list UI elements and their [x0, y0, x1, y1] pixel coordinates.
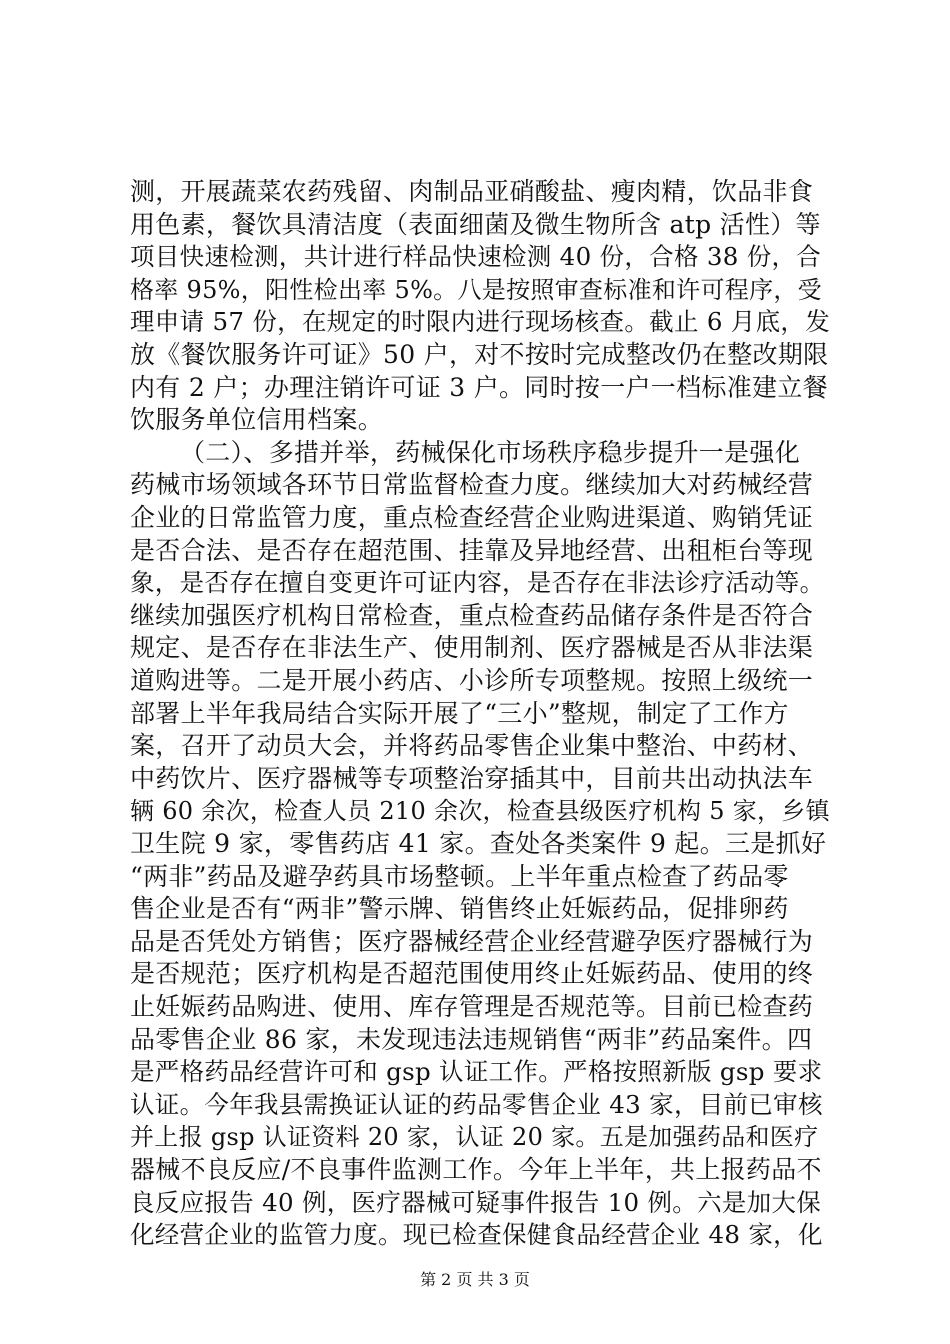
text-line: “两非”药品及避孕药具市场整顿。上半年重点检查了药品零	[130, 861, 789, 891]
text-line: 器械不良反应/不良事件监测工作。今年上半年，共上报药品不	[130, 1155, 822, 1184]
text-line: 辆 60 余次，检查人员 210 余次，检查县级医疗机构 5 家，乡镇	[130, 797, 830, 826]
text-line: 放《餐饮服务许可证》50 户，对不按时完成整改仍在整改期限	[130, 340, 829, 369]
text-line: 企业的日常监管力度，重点检查经营企业购进渠道、购销凭证	[130, 503, 814, 532]
text-line: 药械市场领域各环节日常监督检查力度。继续加大对药械经营	[130, 470, 814, 500]
text-line: （二）、多措并举，药械保化市场秩序稳步提升一是强化	[180, 437, 801, 467]
text-line: 用色素，餐饮具清洁度（表面细菌及微生物所含 atp 活性）等	[130, 209, 821, 239]
text-line: 象，是否存在擅自变更许可证内容，是否存在非法诊疗活动等。	[130, 568, 825, 598]
text-line: 品零售企业 86 家，未发现违法违规销售“两非”药品案件。四	[130, 1024, 813, 1054]
text-line: 并上报 gsp 认证资料 20 家，认证 20 家。五是加强药品和医疗	[130, 1123, 819, 1152]
text-line: 规定、是否存在非法生产、使用制剂、医疗器械是否从非法渠	[130, 633, 814, 663]
text-line: 化经营企业的监管力度。现已检查保健食品经营企业 48 家，化	[130, 1220, 823, 1250]
text-line: 止妊娠药品购进、使用、库存管理是否规范等。目前已检查药	[130, 992, 814, 1021]
text-line: 项目快速检测，共计进行样品快速检测 40 份，合格 38 份，合	[130, 242, 822, 272]
text-line: 售企业是否有“两非”警示牌、销售终止妊娠药品，促排卵药	[130, 894, 789, 924]
text-line: 卫生院 9 家，零售药店 41 家。查处各类案件 9 起。三是抓好	[130, 829, 827, 858]
text-line: 格率 95%，阳性检出率 5%。八是按照审查标准和许可程序，受	[130, 275, 822, 304]
text-line: 继续加强医疗机构日常检查，重点检查药品储存条件是否符合	[130, 600, 814, 630]
text-line: 认证。今年我县需换证认证的药品零售企业 43 家，目前已审核	[130, 1089, 823, 1119]
page-footer: 第 2 页 共 3 页	[420, 1270, 530, 1289]
text-line: 良反应报告 40 例，医疗器械可疑事件报告 10 例。六是加大保	[130, 1187, 822, 1217]
text-line: 是否规范；医疗机构是否超范围使用终止妊娠药品、使用的终	[130, 959, 814, 989]
text-line: 是严格药品经营许可和 gsp 认证工作。严格按照新版 gsp 要求	[130, 1057, 823, 1087]
text-line: 道购进等。二是开展小药店、小诊所专项整规。按照上级统一	[130, 666, 814, 695]
text-line: 测，开展蔬菜农药残留、肉制品亚硝酸盐、瘦肉精，饮品非食	[130, 177, 814, 206]
text-line: 部署上半年我局结合实际开展了“三小”整规，制定了工作方	[130, 698, 789, 728]
text-line: 品是否凭处方销售；医疗器械经营企业经营避孕医疗器械行为	[130, 926, 814, 956]
text-line: 是否合法、是否存在超范围、挂靠及异地经营、出租柜台等现	[130, 535, 814, 565]
text-line: 饮服务单位信用档案。	[130, 405, 384, 435]
text-line: 中药饮片、医疗器械等专项整治穿插其中，目前共出动执法车	[130, 763, 814, 793]
text-line: 内有 2 户；办理注销许可证 3 户。同时按一户一档标准建立餐	[130, 372, 828, 402]
text-line: 案，召开了动员大会，并将药品零售企业集中整治、中药材、	[130, 731, 814, 761]
text-line: 理申请 57 份，在规定的时限内进行现场核查。截止 6 月底，发	[130, 307, 831, 337]
